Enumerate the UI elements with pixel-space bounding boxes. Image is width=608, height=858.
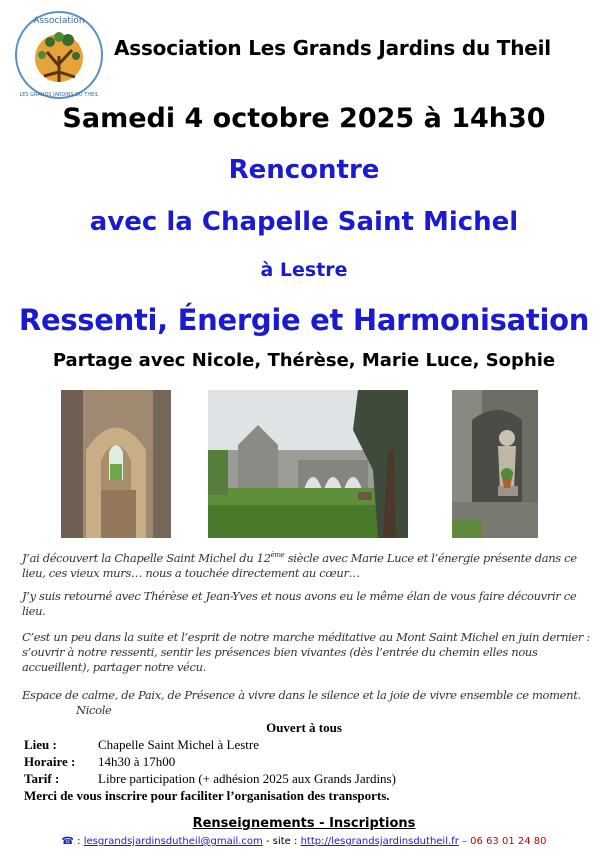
place-row [24,737,259,753]
time-row [24,754,175,770]
chapel-statue-photo [452,390,538,538]
phone-icon: ☎ [61,836,74,847]
event-participants: Partage avec Nicole, Thérèse, Marie Luce, Sophie [52,350,556,371]
association-logo [14,10,104,100]
contact-line: ☎ : lesgrandsjardinsdutheil@gmail.com - site : http://lesgrandsjardinsdutheil.fr – 06 63 01 24 80 [61,836,547,847]
event-location: à Lestre [260,259,348,281]
price-value: Libre participation (+ adhésion 2025 aux Grands Jardins) [98,771,396,786]
price-row [24,771,396,787]
story-paragraph-3: C’est un peu dans la suite et l’esprit de notre marche méditative au Mont Saint Michel en juin dernier : s’ouvrir à notre ressenti, sentir les présences bien vivantes (dès l’entrée du chemin elles nous accueillent), partager notre vécu. [22,630,590,674]
story-paragraph-1: J’ai découvert la Chapelle Saint Michel du 12ème siècle avec Marie Luce et l’énergie présente dans ce lieu, ces vieux murs… nous a touchée directement au cœur… [22,550,577,580]
open-to-all: Ouvert à tous [266,720,342,735]
logo-subtitle: LES GRANDS JARDINS DU THEIL [19,92,99,98]
event-title-line1: Rencontre [228,155,380,185]
registration-note: Merci de vous inscrire pour faciliter l’organisation des transports. [24,788,390,803]
email-link[interactable]: lesgrandsjardinsdutheil@gmail.com [83,836,263,847]
time-value: 14h30 à 17h00 [98,754,176,769]
story-paragraph-4: Espace de calme, de Paix, de Présence à vivre dans le silence et la joie de vivre ensemble ce moment.Nicole [22,688,581,717]
place-value: Chapelle Saint Michel à Lestre [98,737,260,752]
event-date: Samedi 4 octobre 2025 à 14h30 [62,103,546,134]
price-label: Tarif : [24,771,60,786]
story-paragraph-2: J’y suis retourné avec Thérèse et Jean-Yves et nous avons eu le même élan de vous faire découvrir ce lieu. [22,589,577,618]
phone-number: – 06 63 01 24 80 [458,836,547,847]
website-link[interactable]: http://lesgrandsjardinsdutheil.fr [300,836,459,847]
chapel-window-photo [61,390,171,538]
time-label: Horaire : [24,754,76,769]
story-signature: Nicole [76,703,112,717]
event-title-line2: avec la Chapelle Saint Michel [89,207,519,237]
organization-name: Association Les Grands Jardins du Theil [114,36,551,60]
place-label: Lieu : [24,737,57,752]
logo-title: Association [33,16,85,26]
event-theme: Ressenti, Énergie et Harmonisation [18,303,590,337]
contact-heading: Renseignements - Inscriptions [192,816,416,831]
chapel-ruins-photo [208,390,408,538]
